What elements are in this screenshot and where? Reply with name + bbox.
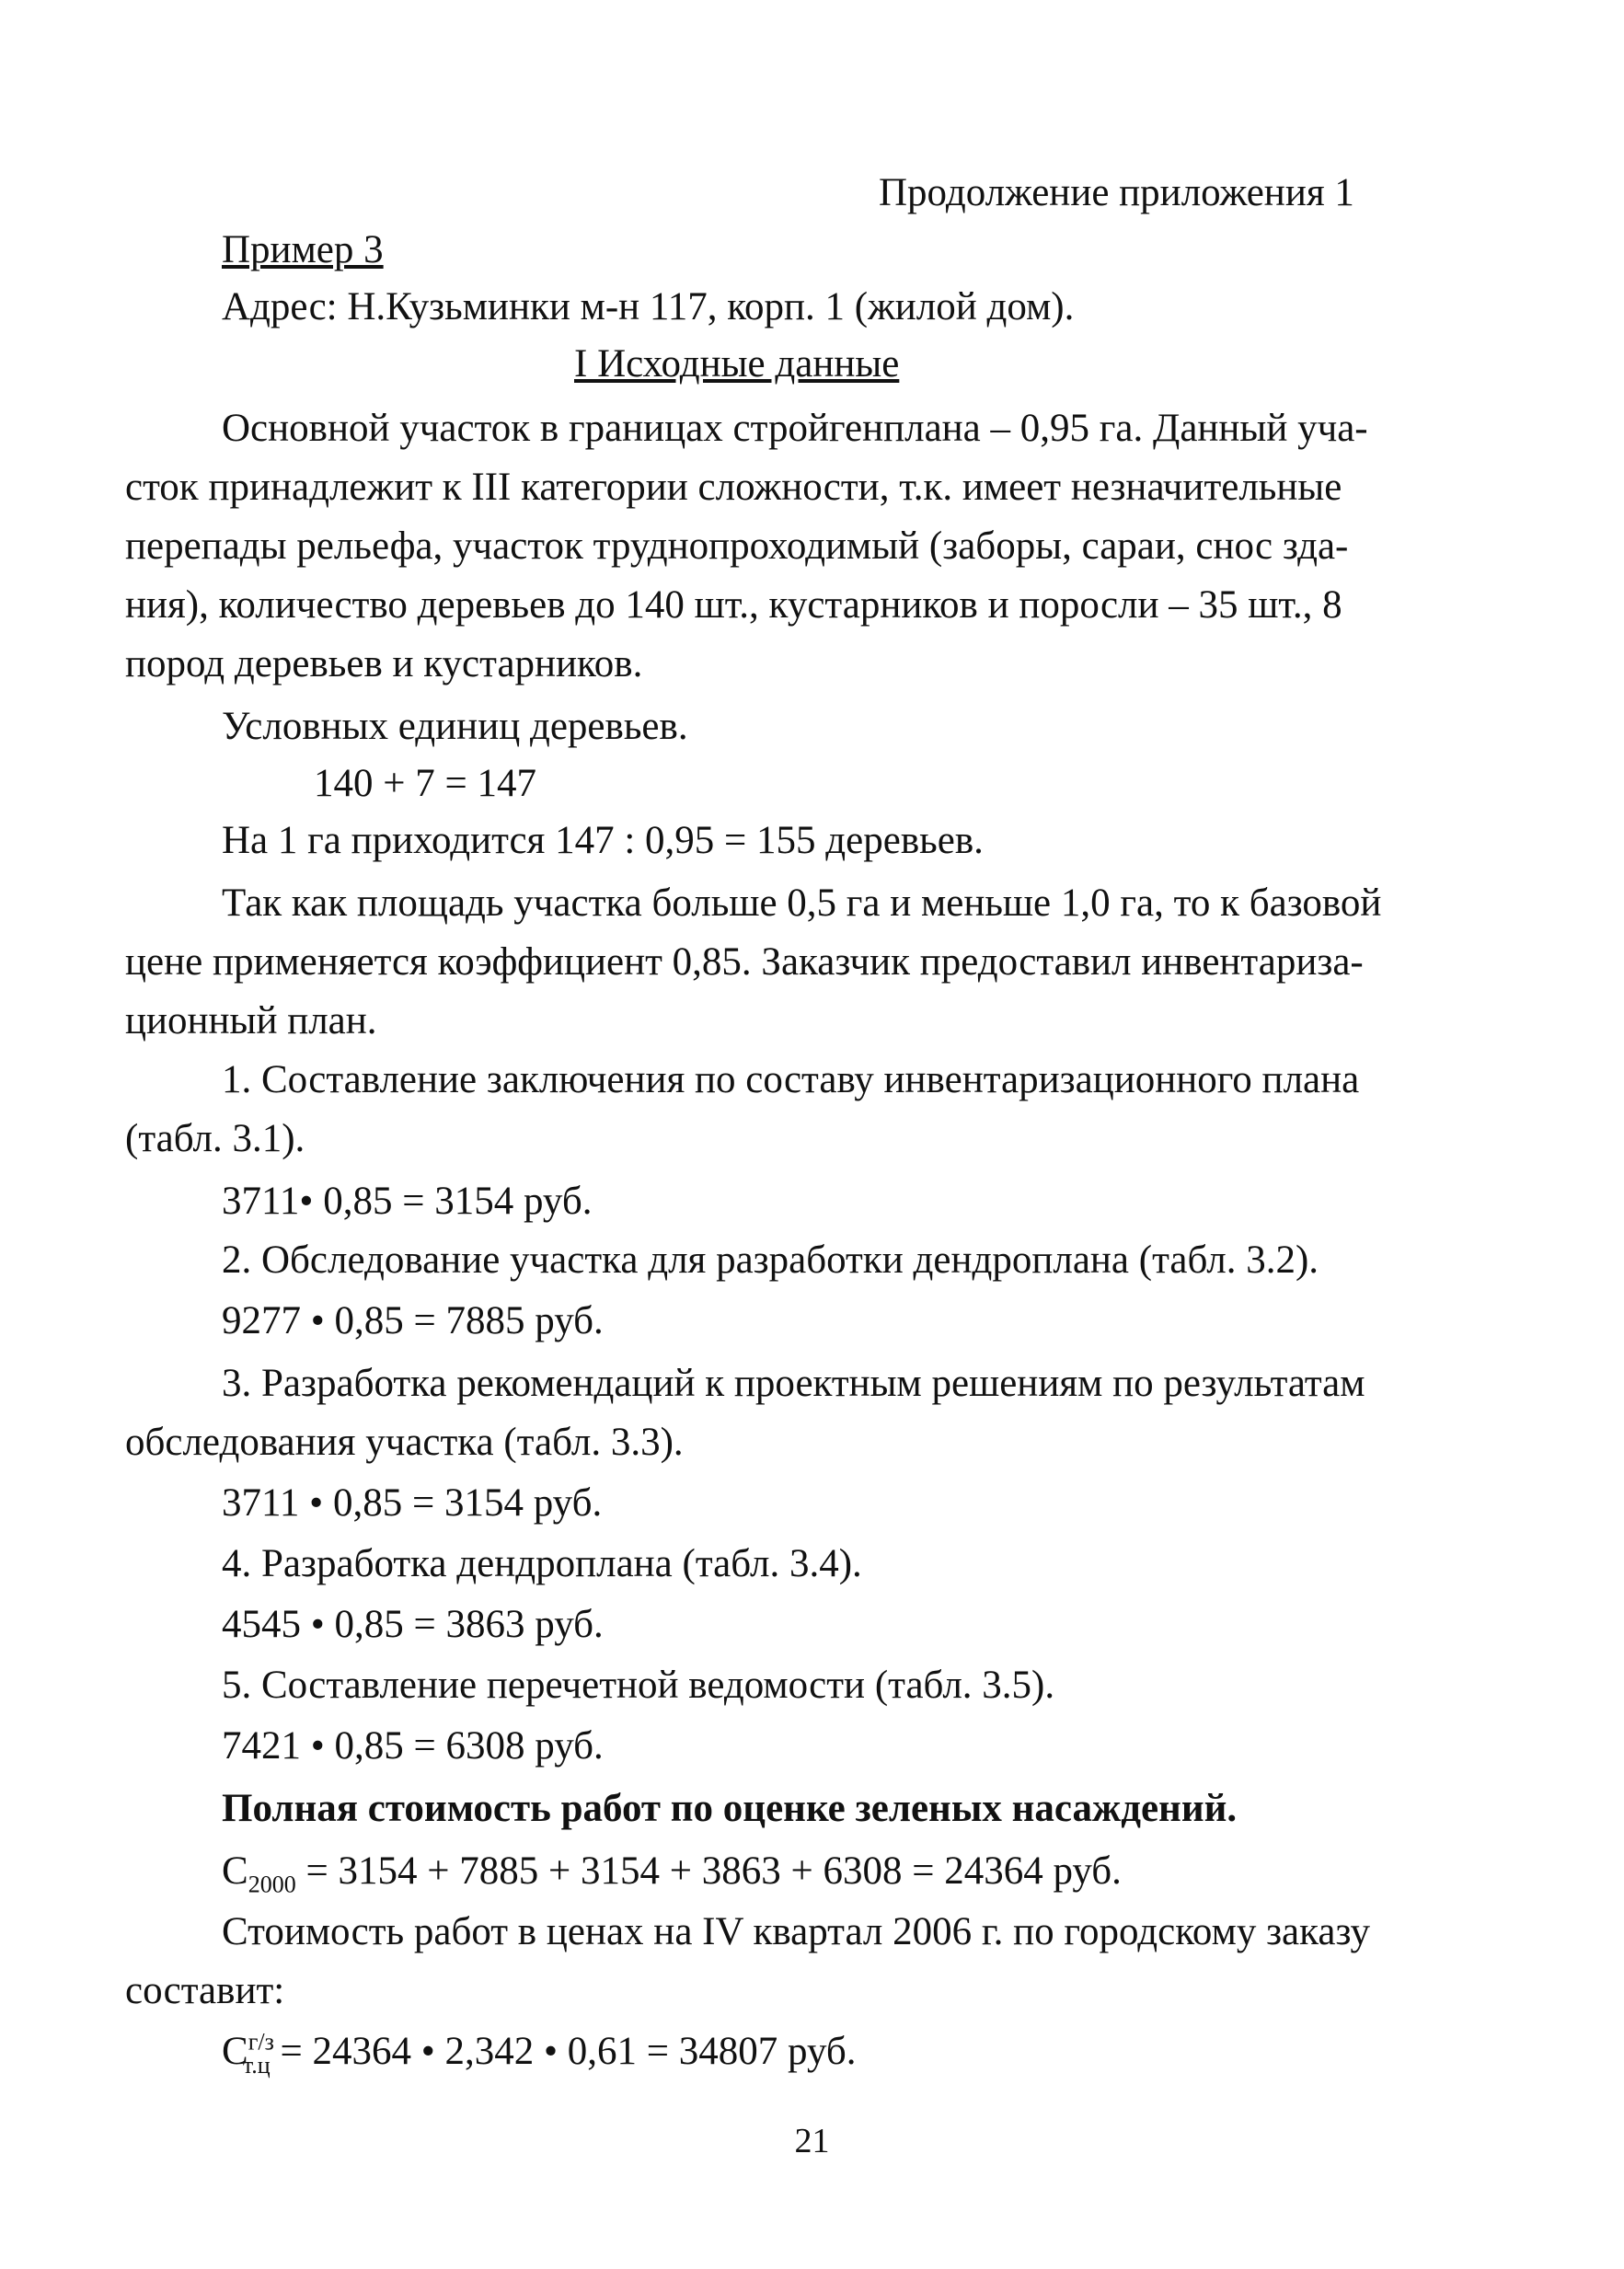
work-item-4: 4. Разработка дендроплана (табл. 3.4). — [222, 1542, 862, 1585]
work-item-3 — [125, 1354, 1365, 1472]
formula-body: = 3154 + 7885 + 3154 + 3863 + 6308 = 24364 руб. — [295, 1849, 1122, 1893]
formula-subscript: т.ц — [242, 2051, 271, 2079]
conditional-units-text: Условных единиц деревьев. — [222, 705, 688, 748]
total-cost-formula — [222, 1844, 1122, 1899]
paragraph-line: пород деревьев и кустарников. — [125, 642, 643, 685]
item-line: обследования участка (табл. 3.3). — [125, 1421, 684, 1464]
paragraph-line: Так как площадь участка больше 0,5 га и меньше 1,0 га, то к базовой — [222, 881, 1382, 925]
work-item-5: 5. Составление перечетной ведомости (табл. 3.5). — [222, 1664, 1055, 1707]
paragraph-line: Стоимость работ в ценах на IV квартал 2006 г. по городскому заказу — [222, 1910, 1371, 1953]
section-title: I Исходные данные — [574, 342, 900, 386]
units-calculation: 140 + 7 = 147 — [314, 762, 537, 805]
paragraph-line: перепады рельефа, участок труднопроходимый (заборы, сараи, снос зда- — [125, 524, 1349, 568]
item-line: (табл. 3.1). — [125, 1117, 305, 1160]
total-cost-title: Полная стоимость работ по оценке зеленых насаждений. — [222, 1787, 1238, 1830]
work-item-1 — [125, 1051, 1360, 1169]
item-4-calc: 4545 • 0,85 = 3863 руб. — [222, 1603, 604, 1646]
paragraph-line: Основной участок в границах стройгенплана – 0,95 га. Данный уча- — [222, 407, 1368, 450]
item-2-calc: 9277 • 0,85 = 7885 руб. — [222, 1299, 604, 1342]
final-cost-formula — [222, 2024, 857, 2079]
work-item-2: 2. Обследование участка для разработки дендроплана (табл. 3.2). — [222, 1238, 1319, 1282]
example-title: Пример 3 — [222, 228, 384, 271]
paragraph-line: ционный план. — [125, 999, 377, 1042]
per-hectare-text: На 1 га приходится 147 : 0,95 = 155 деревьев. — [222, 819, 984, 862]
item-5-calc: 7421 • 0,85 = 6308 руб. — [222, 1724, 604, 1768]
price-paragraph — [125, 1903, 1371, 2021]
page-number: 21 — [794, 2122, 830, 2160]
intro-paragraph — [125, 399, 1368, 694]
formula-superscript: г/з — [248, 2028, 274, 2056]
item-1-calc: 3711• 0,85 = 3154 руб. — [222, 1180, 593, 1223]
formula-symbol: С — [222, 2030, 248, 2073]
formula-subscript: 2000 — [248, 1871, 296, 1898]
continuation-header: Продолжение приложения 1 — [879, 171, 1354, 214]
coefficient-paragraph — [125, 874, 1382, 1051]
item-line: 3. Разработка рекомендаций к проектным решениям по результатам — [222, 1362, 1365, 1405]
item-line: 1. Составление заключения по составу инвентаризационного плана — [222, 1058, 1360, 1101]
paragraph-line: составит: — [125, 1969, 285, 2012]
paragraph-line: цене применяется коэффициент 0,85. Заказчик предоставил инвентариза- — [125, 940, 1364, 984]
address-line: Адрес: Н.Кузьминки м-н 117, корп. 1 (жилой дом). — [222, 285, 1075, 328]
formula-symbol: С — [222, 1849, 248, 1893]
formula-body: = 24364 • 2,342 • 0,61 = 34807 руб. — [270, 2030, 857, 2073]
paragraph-line: сток принадлежит к III категории сложности, т.к. имеет незначительные — [125, 466, 1342, 509]
item-3-calc: 3711 • 0,85 = 3154 руб. — [222, 1481, 603, 1525]
paragraph-line: ния), количество деревьев до 140 шт., кустарников и поросли – 35 шт., 8 — [125, 583, 1342, 627]
